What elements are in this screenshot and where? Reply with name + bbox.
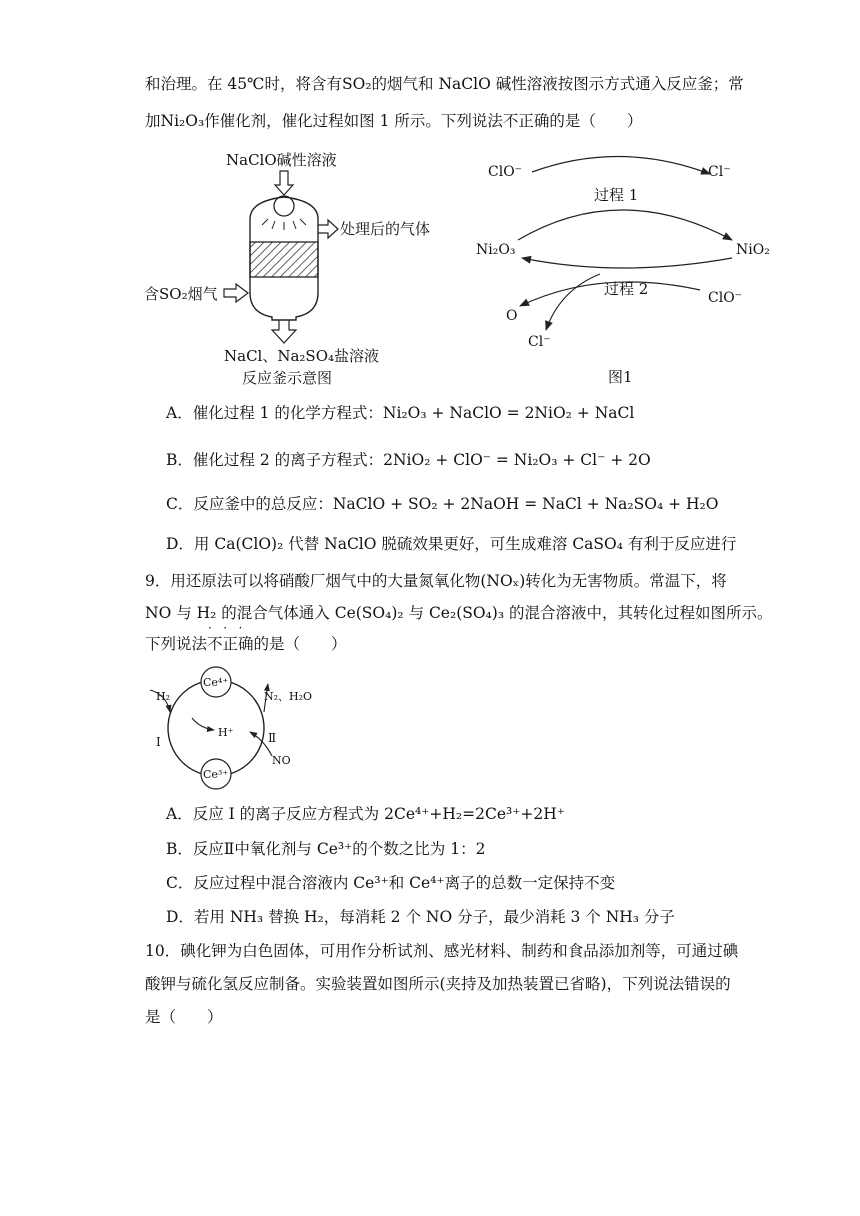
q8-option-a: A．催化过程 1 的化学方程式：Ni₂O₃ + NaClO = 2NiO₂ + NaCl — [166, 404, 635, 422]
q10-line1: 10．碘化钾为白色固体，可用作分析试剂、感光材料、制药和食品添加剂等，可通过碘 — [145, 942, 739, 960]
reactor-bottom-output-label: NaCl、Na₂SO₄盐溶液 — [224, 347, 380, 365]
q9-option-a: A．反应 I 的离子反应方程式为 2Ce⁴⁺+H₂=2Ce³⁺+2H⁺ — [166, 805, 565, 823]
reactor-caption: 反应釜示意图 — [242, 369, 333, 387]
fig1-clo-top: ClO⁻ — [488, 164, 523, 180]
fig1-process2: 过程 2 — [604, 280, 649, 298]
reactor-top-input-label: NaClO碱性溶液 — [226, 151, 337, 169]
emphasis-dots: · · · — [208, 621, 243, 635]
side-input-arrow — [224, 284, 248, 302]
products-label: N₂、H₂O — [264, 690, 313, 703]
figure1-diagram — [470, 150, 790, 390]
q9-line2: NO 与 H₂ 的混合气体通入 Ce(SO₄)₂ 与 Ce₂(SO₄)₃ 的混合溶液中，其转化过程如图所示。 — [145, 604, 773, 622]
q8-intro-line1: 和治理。在 45℃时，将含有SO₂的烟气和 NaClO 碱性溶液按图示方式通入反应釜；常 — [145, 75, 744, 93]
q9-option-b: B．反应Ⅱ中氧化剂与 Ce³⁺的个数之比为 1：2 — [166, 840, 486, 858]
sprayer — [274, 196, 294, 216]
hplus-arrow — [192, 718, 214, 730]
q9-option-c: C．反应过程中混合溶液内 Ce³⁺和 Ce⁴⁺离子的总数一定保持不变 — [166, 874, 616, 892]
reactor-side-input-label: 含SO₂烟气 — [144, 285, 218, 303]
fig1-clo-bottom: ClO⁻ — [708, 290, 743, 306]
q8-option-c: C．反应釜中的总反应：NaClO + SO₂ + 2NaOH = NaCl + Na₂SO₄ + H₂O — [166, 495, 719, 513]
fig1-caption: 图1 — [608, 368, 633, 386]
top-input-arrow — [275, 171, 293, 195]
hplus-label: H⁺ — [218, 726, 234, 739]
gas-output-arrow — [318, 220, 338, 238]
no-label: NO — [272, 754, 291, 767]
ce-cycle-diagram — [140, 660, 340, 795]
fig1-top-arc — [532, 156, 710, 174]
ce3-label: Ce³⁺ — [203, 768, 229, 781]
step1-label: I — [156, 735, 161, 749]
q9-option-d: D．若用 NH₃ 替换 H₂，每消耗 2 个 NO 分子，最少消耗 3 个 NH₃ 分子 — [166, 908, 675, 926]
q9-line3: 下列说法不正确的是（ ） — [145, 635, 347, 653]
q8-intro-line2: 加Ni₂O₃作催化剂，催化过程如图 1 所示。下列说法不正确的是（ ） — [145, 112, 643, 130]
h2-label: H₂ — [156, 690, 171, 703]
q8-option-b: B．催化过程 2 的离子方程式：2NiO₂ + ClO⁻ = Ni₂O₃ + Cl⁻ + 2O — [166, 451, 651, 469]
q10-line2: 酸钾与硫化氢反应制备。实验装置如图所示(夹持及加热装置已省略)，下列说法错误的 — [145, 975, 731, 993]
fig1-cl-top: Cl⁻ — [708, 164, 731, 180]
q9-line1: 9．用还原法可以将硝酸厂烟气中的大量氮氧化物(NOₓ)转化为无害物质。常温下，将 — [145, 572, 727, 590]
fig1-arc-process2 — [522, 258, 732, 268]
fig1-process1: 过程 1 — [594, 186, 639, 204]
step2-label: Ⅱ — [268, 731, 277, 745]
fig1-ni2o3: Ni₂O₃ — [476, 242, 516, 258]
q8-option-d: D．用 Ca(ClO)₂ 代替 NaClO 脱硫效果更好，可生成难溶 CaSO₄ 有利于反应进行 — [166, 535, 737, 553]
fig1-o: O — [506, 308, 518, 324]
packing-layer — [250, 242, 318, 277]
bottom-output-arrow — [272, 320, 296, 343]
ce4-label: Ce⁴⁺ — [203, 676, 229, 689]
reactor-diagram — [140, 145, 450, 390]
fig1-nio2: NiO₂ — [736, 242, 770, 258]
q10-line3: 是（ ） — [145, 1008, 223, 1026]
fig1-cl-bottom: Cl⁻ — [528, 334, 551, 350]
reactor-gas-output-label: 处理后的气体 — [340, 220, 431, 238]
fig1-arc-process1 — [518, 210, 732, 240]
fig1-arc-cl — [546, 274, 600, 330]
